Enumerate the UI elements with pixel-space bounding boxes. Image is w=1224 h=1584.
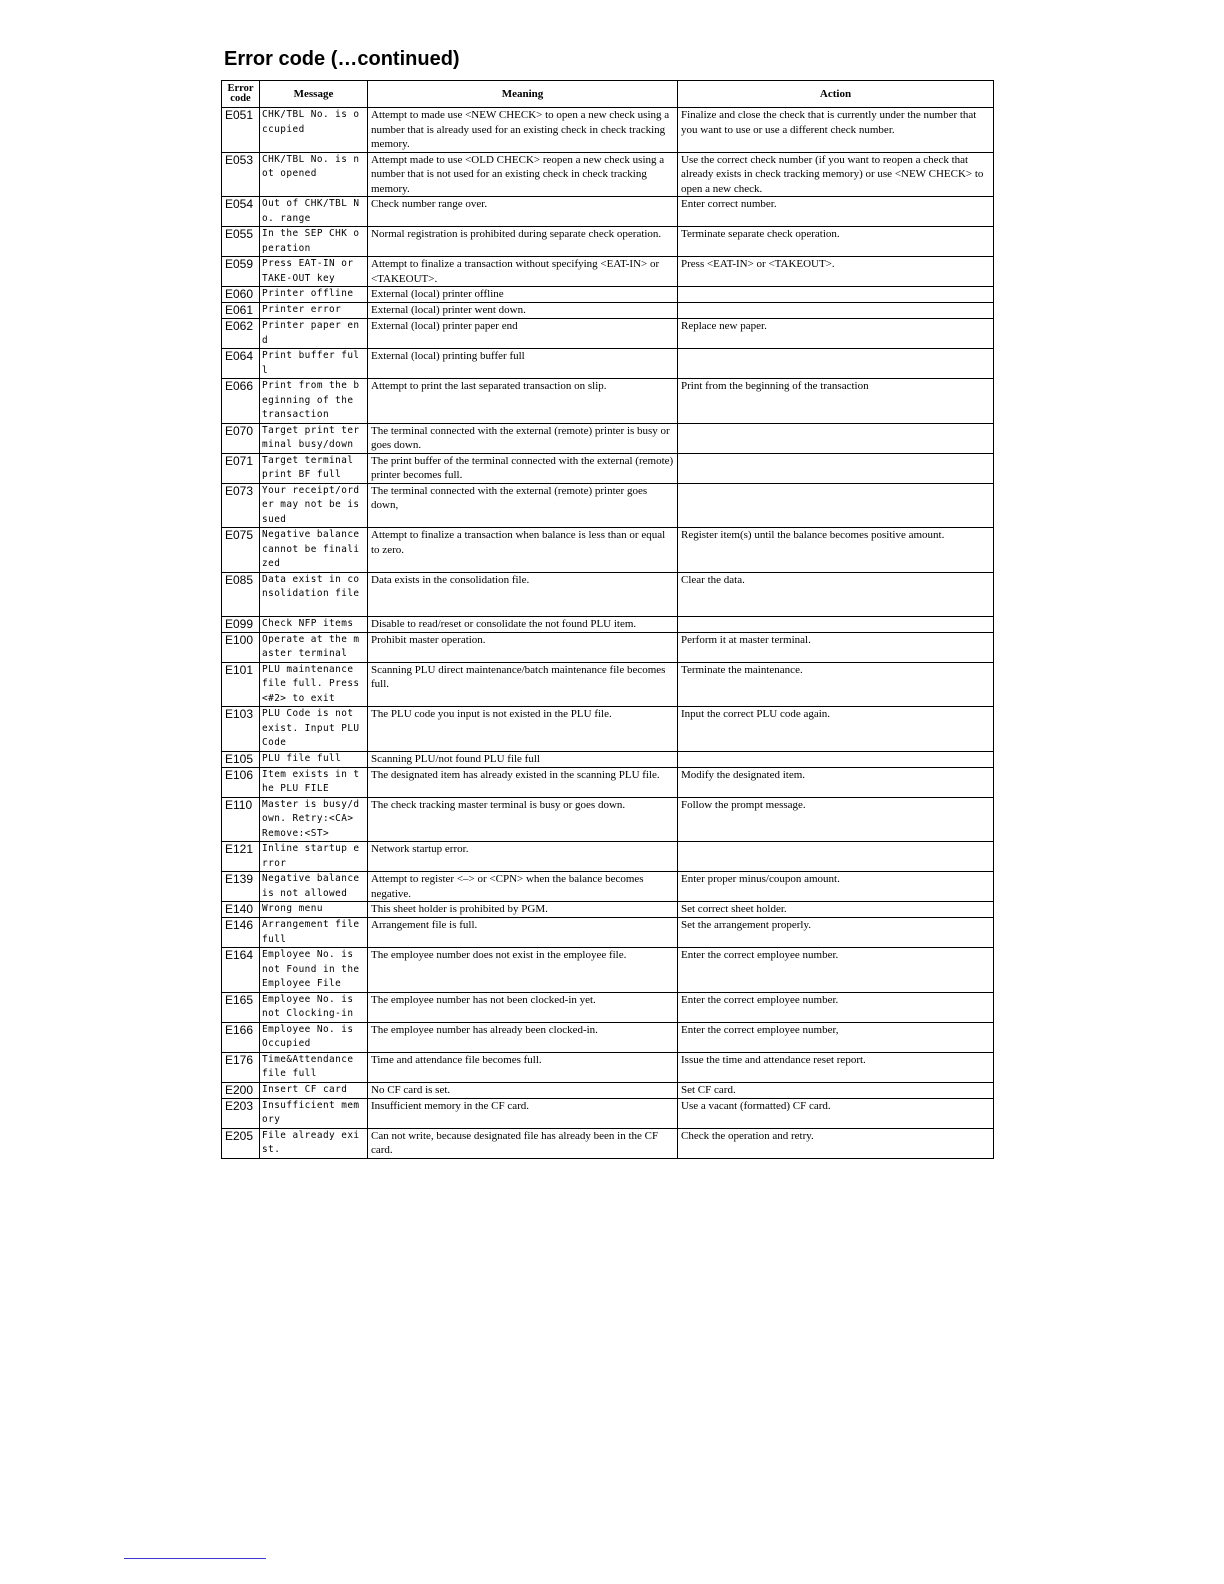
error-code-cell: E146: [222, 918, 260, 948]
error-code-cell: E054: [222, 197, 260, 227]
header-error-code: Error code: [222, 81, 260, 108]
action-cell: Follow the prompt message.: [678, 797, 994, 842]
meaning-cell: The employee number does not exist in the employee file.: [368, 948, 678, 993]
error-code-cell: E140: [222, 902, 260, 918]
table-row: [222, 872, 994, 902]
meaning-cell: Attempt to print the last separated transaction on slip.: [368, 379, 678, 424]
error-code-cell: E055: [222, 227, 260, 257]
message-cell: Employee No. is Occupied: [260, 1022, 368, 1052]
meaning-cell: The terminal connected with the external (remote) printer goes down,: [368, 483, 678, 528]
error-code-cell: E070: [222, 423, 260, 453]
action-cell: Set CF card.: [678, 1082, 994, 1098]
error-code-cell: E071: [222, 453, 260, 483]
meaning-cell: Normal registration is prohibited during separate check operation.: [368, 227, 678, 257]
message-cell: Printer error: [260, 303, 368, 319]
table-row: [222, 918, 994, 948]
message-cell: PLU file full: [260, 751, 368, 767]
table-row: [222, 1082, 994, 1098]
action-cell: Perform it at master terminal.: [678, 632, 994, 662]
message-cell: Printer paper end: [260, 319, 368, 349]
meaning-cell: Attempt to finalize a transaction without specifying <EAT-IN> or <TAKEOUT>.: [368, 257, 678, 287]
action-cell: Terminate separate check operation.: [678, 227, 994, 257]
table-row: [222, 632, 994, 662]
action-cell: [678, 453, 994, 483]
meaning-cell: This sheet holder is prohibited by PGM.: [368, 902, 678, 918]
message-cell: Printer offline: [260, 287, 368, 303]
error-code-cell: E200: [222, 1082, 260, 1098]
table-row: [222, 767, 994, 797]
table-row: [222, 453, 994, 483]
action-cell: [678, 287, 994, 303]
error-code-table: [221, 80, 994, 1159]
action-cell: Modify the designated item.: [678, 767, 994, 797]
table-row: [222, 751, 994, 767]
message-cell: Insert CF card: [260, 1082, 368, 1098]
table-row: [222, 287, 994, 303]
meaning-cell: External (local) printing buffer full: [368, 349, 678, 379]
table-row: [222, 842, 994, 872]
meaning-cell: External (local) printer offline: [368, 287, 678, 303]
table-row: [222, 572, 994, 616]
meaning-cell: Scanning PLU direct maintenance/batch maintenance file becomes full.: [368, 662, 678, 707]
table-row: [222, 1022, 994, 1052]
message-cell: Time&Attendance file full: [260, 1052, 368, 1082]
message-cell: Check NFP items: [260, 616, 368, 632]
action-cell: Enter correct number.: [678, 197, 994, 227]
table-header-row: [222, 81, 994, 108]
meaning-cell: Insufficient memory in the CF card.: [368, 1098, 678, 1128]
action-cell: Press <EAT-IN> or <TAKEOUT>.: [678, 257, 994, 287]
message-cell: Press EAT-IN or TAKE-OUT key: [260, 257, 368, 287]
action-cell: [678, 349, 994, 379]
meaning-cell: External (local) printer went down.: [368, 303, 678, 319]
meaning-cell: Attempt to made use <NEW CHECK> to open a new check using a number that is already used for an existing check in check tracking memory.: [368, 108, 678, 153]
error-code-cell: E139: [222, 872, 260, 902]
error-code-cell: E064: [222, 349, 260, 379]
error-code-cell: E110: [222, 797, 260, 842]
message-cell: Wrong menu: [260, 902, 368, 918]
meaning-cell: Prohibit master operation.: [368, 632, 678, 662]
error-code-cell: E062: [222, 319, 260, 349]
message-cell: PLU maintenance file full. Press <#2> to exit: [260, 662, 368, 707]
meaning-cell: The check tracking master terminal is busy or goes down.: [368, 797, 678, 842]
meaning-cell: The print buffer of the terminal connected with the external (remote) printer becomes full.: [368, 453, 678, 483]
action-cell: Issue the time and attendance reset report.: [678, 1052, 994, 1082]
action-cell: Check the operation and retry.: [678, 1128, 994, 1158]
message-cell: CHK/TBL No. is occupied: [260, 108, 368, 153]
error-code-cell: E075: [222, 528, 260, 573]
error-code-cell: E099: [222, 616, 260, 632]
action-cell: Set correct sheet holder.: [678, 902, 994, 918]
meaning-cell: The terminal connected with the external (remote) printer is busy or goes down.: [368, 423, 678, 453]
message-cell: Target print ter minal busy/down: [260, 423, 368, 453]
action-cell: Use the correct check number (if you want to reopen a check that already exists in check tracking memory) or use <NEW CHECK> to open a new check.: [678, 152, 994, 197]
error-code-cell: E205: [222, 1128, 260, 1158]
message-cell: Negative balance is not allowed: [260, 872, 368, 902]
table-row: [222, 483, 994, 528]
table-row: [222, 379, 994, 424]
error-code-cell: E121: [222, 842, 260, 872]
action-cell: Replace new paper.: [678, 319, 994, 349]
action-cell: Input the correct PLU code again.: [678, 707, 994, 752]
table-row: [222, 662, 994, 707]
footer-rule: [124, 1558, 266, 1559]
table-row: [222, 303, 994, 319]
meaning-cell: External (local) printer paper end: [368, 319, 678, 349]
meaning-cell: The PLU code you input is not existed in the PLU file.: [368, 707, 678, 752]
meaning-cell: Scanning PLU/not found PLU file full: [368, 751, 678, 767]
action-cell: Terminate the maintenance.: [678, 662, 994, 707]
action-cell: [678, 423, 994, 453]
message-cell: Print from the beginning of the transaction: [260, 379, 368, 424]
message-cell: Employee No. is not Clocking-in: [260, 992, 368, 1022]
action-cell: [678, 483, 994, 528]
action-cell: Enter the correct employee number.: [678, 948, 994, 993]
message-cell: Target terminal print BF full: [260, 453, 368, 483]
table-row: [222, 423, 994, 453]
table-row: [222, 1052, 994, 1082]
message-cell: Out of CHK/TBL No. range: [260, 197, 368, 227]
error-code-cell: E165: [222, 992, 260, 1022]
error-code-cell: E105: [222, 751, 260, 767]
action-cell: Set the arrangement properly.: [678, 918, 994, 948]
message-cell: Employee No. is not Found in the Employee File: [260, 948, 368, 993]
table-row: [222, 257, 994, 287]
action-cell: Enter the correct employee number.: [678, 992, 994, 1022]
message-cell: Print buffer full: [260, 349, 368, 379]
error-code-cell: E066: [222, 379, 260, 424]
error-code-cell: E053: [222, 152, 260, 197]
message-cell: Data exist in consolidation file: [260, 572, 368, 616]
table-row: [222, 197, 994, 227]
action-cell: Clear the data.: [678, 572, 994, 616]
action-cell: Use a vacant (formatted) CF card.: [678, 1098, 994, 1128]
action-cell: Finalize and close the check that is currently under the number that you want to use or use a different check number.: [678, 108, 994, 153]
table-row: [222, 152, 994, 197]
meaning-cell: Arrangement file is full.: [368, 918, 678, 948]
action-cell: [678, 842, 994, 872]
table-row: [222, 992, 994, 1022]
meaning-cell: Time and attendance file becomes full.: [368, 1052, 678, 1082]
header-action: Action: [678, 81, 994, 108]
table-row: [222, 319, 994, 349]
error-code-cell: E106: [222, 767, 260, 797]
error-code-cell: E060: [222, 287, 260, 303]
action-cell: Print from the beginning of the transaction: [678, 379, 994, 424]
action-cell: [678, 616, 994, 632]
table-row: [222, 616, 994, 632]
table-row: [222, 902, 994, 918]
action-cell: Enter proper minus/coupon amount.: [678, 872, 994, 902]
header-meaning: Meaning: [368, 81, 678, 108]
action-cell: [678, 751, 994, 767]
action-cell: Register item(s) until the balance becomes positive amount.: [678, 528, 994, 573]
table-row: [222, 349, 994, 379]
meaning-cell: Attempt made to use <OLD CHECK> reopen a new check using a number that is not used for an existing check in check tracking memory.: [368, 152, 678, 197]
message-cell: Your receipt/ord er may not be is sued: [260, 483, 368, 528]
meaning-cell: Check number range over.: [368, 197, 678, 227]
meaning-cell: Network startup error.: [368, 842, 678, 872]
action-cell: [678, 303, 994, 319]
error-code-cell: E051: [222, 108, 260, 153]
error-code-cell: E100: [222, 632, 260, 662]
table-row: [222, 108, 994, 153]
message-cell: Negative balance cannot be finalized: [260, 528, 368, 573]
meaning-cell: The employee number has not been clocked-in yet.: [368, 992, 678, 1022]
table-row: [222, 227, 994, 257]
message-cell: CHK/TBL No. is not opened: [260, 152, 368, 197]
table-row: [222, 528, 994, 573]
error-code-cell: E166: [222, 1022, 260, 1052]
meaning-cell: Disable to read/reset or consolidate the not found PLU item.: [368, 616, 678, 632]
message-cell: In the SEP CHK operation: [260, 227, 368, 257]
message-cell: Inline startup error: [260, 842, 368, 872]
error-code-cell: E164: [222, 948, 260, 993]
message-cell: Arrangement file full: [260, 918, 368, 948]
error-code-cell: E176: [222, 1052, 260, 1082]
meaning-cell: The employee number has already been clocked-in.: [368, 1022, 678, 1052]
page-title: Error code (…continued): [224, 48, 460, 70]
table-row: [222, 707, 994, 752]
table-body: [222, 108, 994, 1159]
message-cell: Operate at the master terminal: [260, 632, 368, 662]
header-message: Message: [260, 81, 368, 108]
meaning-cell: Can not write, because designated file has already been in the CF card.: [368, 1128, 678, 1158]
error-code-cell: E203: [222, 1098, 260, 1128]
table-row: [222, 1128, 994, 1158]
error-code-cell: E103: [222, 707, 260, 752]
message-cell: Insufficient memory: [260, 1098, 368, 1128]
error-code-cell: E061: [222, 303, 260, 319]
table-row: [222, 1098, 994, 1128]
action-cell: Enter the correct employee number,: [678, 1022, 994, 1052]
meaning-cell: No CF card is set.: [368, 1082, 678, 1098]
table-row: [222, 948, 994, 993]
message-cell: Master is busy/d own. Retry:<CA> Remove:<ST>: [260, 797, 368, 842]
error-code-cell: E085: [222, 572, 260, 616]
error-code-cell: E101: [222, 662, 260, 707]
meaning-cell: Attempt to register <–> or <CPN> when the balance becomes negative.: [368, 872, 678, 902]
message-cell: File already exist.: [260, 1128, 368, 1158]
message-cell: PLU Code is not exist. Input PLU Code: [260, 707, 368, 752]
message-cell: Item exists in the PLU FILE: [260, 767, 368, 797]
error-code-cell: E073: [222, 483, 260, 528]
meaning-cell: Attempt to finalize a transaction when balance is less than or equal to zero.: [368, 528, 678, 573]
meaning-cell: Data exists in the consolidation file.: [368, 572, 678, 616]
error-code-cell: E059: [222, 257, 260, 287]
meaning-cell: The designated item has already existed in the scanning PLU file.: [368, 767, 678, 797]
table-row: [222, 797, 994, 842]
